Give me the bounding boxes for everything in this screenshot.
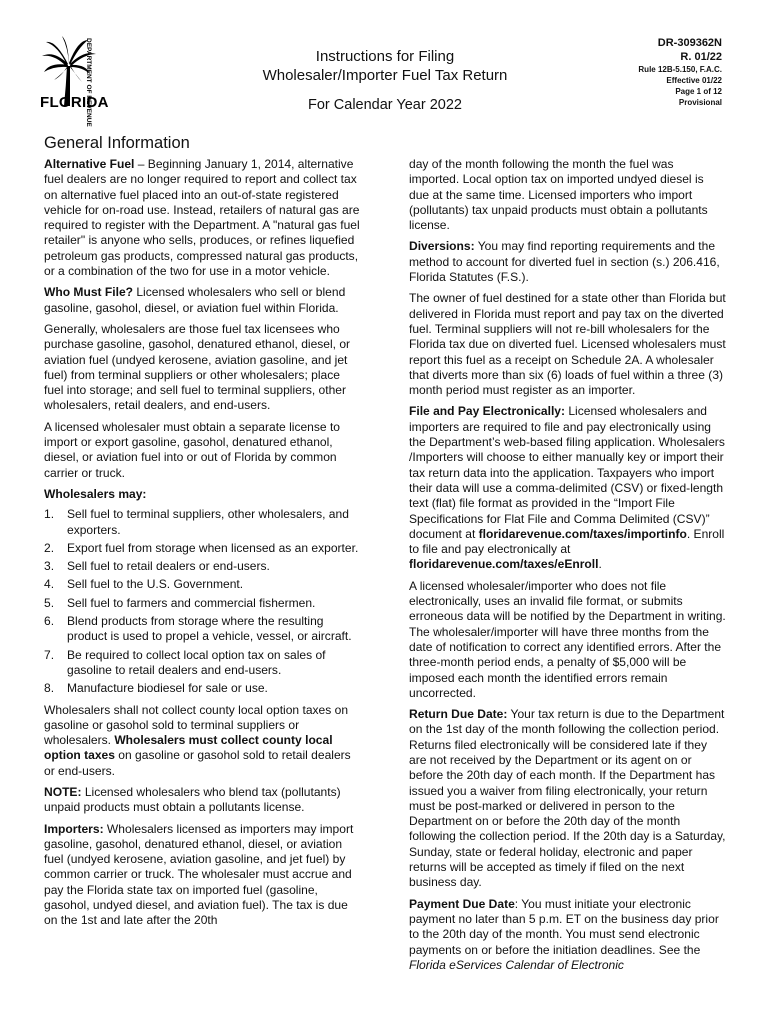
florida-wordmark: FLORIDA	[40, 94, 109, 111]
form-revision: R. 01/22	[680, 51, 722, 63]
calendar-year: For Calendar Year 2022	[308, 97, 462, 113]
importinfo-link[interactable]: floridarevenue.com/taxes/importinfo	[478, 526, 687, 541]
form-id: DR-309362N	[657, 37, 722, 49]
eenroll-link[interactable]: floridarevenue.com/taxes/eEnroll	[409, 557, 599, 572]
penalty-paragraph: A licensed wholesaler/importer who does not file electronically, uses an invalid file format, or submits erroneous data will be notified by the Department in writing. The wholesaler/importer will have three months from the date of notification to correct any identified errors. After the three-month period ends, a penalty of $5,000 will be imposed each month the identified errors remain uncorrected.	[409, 578, 726, 700]
file-electronically-paragraph: File and Pay Electronically: Licensed wholesalers and importers are required to file and pay electronically using the Department’s web-based filing application. Wholesalers /Importers will choose to either manually key or import their tax return data into the application. Taxpayers who import their data will use a comma-delimited (CSV) or fixed-length text (flat) file format as provided in the “Import File Specifications for Flat File and Comma Delimited (CSV)” document at floridarevenue.com/taxes/importinfo. Enroll to file and pay electronically at floridarevenue.com/taxes/eEnroll.	[409, 404, 725, 572]
list-item: 3. Sell fuel to retail dealers or end-users.	[44, 559, 270, 574]
form-status: Provisional	[678, 98, 722, 107]
list-item: 6. Blend products from storage where the resulting product is used to propel a vehicle, vessel, or aircraft.	[44, 614, 352, 644]
list-item: 4. Sell fuel to the U.S. Government.	[44, 577, 244, 592]
payment-due-date-paragraph: Payment Due Date: You must initiate your electronic payment no later than 5 p.m. ET on the business day prior to the 20th day of the month. You must send electronic payments on or before the initiation deadlines. See the Florida eServices Calendar of Electronic	[409, 896, 719, 972]
who-must-file-paragraph: Who Must File? Licensed wholesalers who sell or blend gasoline, gasohol, diesel, or aviation fuel within Florida.	[44, 285, 346, 315]
alternative-fuel-paragraph: Alternative Fuel – Beginning January 1, 2014, alternative fuel dealers are no longer required to report and collect tax on alternative fuel placed into an out-of-state registered vehicle for on-road use. Instead, retailers of natural gas are required to register with the Department. A "natural gas fuel retailer" is anyone who sells, produces, or refines liquefied petroleum gas products, compressed natural gas products, or a combination of the two for use in a motor vehicle.	[44, 157, 360, 279]
list-item: 1. Sell fuel to terminal suppliers, other wholesalers, and exporters.	[44, 507, 349, 537]
left-column	[44, 157, 362, 935]
county-tax-paragraph: Wholesalers shall not collect county local option taxes on gasoline or gasohol sold to terminal suppliers or wholesalers. Wholesalers must collect county local option taxes on gasoline or gasohol sold to retail dealers or end-users.	[44, 702, 351, 778]
diversions-paragraph: Diversions: You may find reporting requirements and the method to account for diverted fuel in section (s.) 206.416, Florida Statutes (F.S.).	[409, 239, 720, 285]
diverted-fuel-paragraph: The owner of fuel destined for a state other than Florida but delivered in Florida must report and pay tax on the diverted fuel. Terminal suppliers will not re-bill wholesalers for the Florida tax due on diverted fuel. Licensed wholesalers must report this fuel as a receipt on Schedule 2A. A wholesaler that diverts more than six (6) loads of fuel within a three (3) month period must register as an importer.	[409, 291, 726, 398]
document-title-line2: Wholesaler/Importer Fuel Tax Return	[262, 67, 508, 84]
return-due-date-paragraph: Return Due Date: Your tax return is due to the Department on the 1st day of the month following the collection period. Returns filed electronically will be considered late if they are not received by the Department or its agent on or before the 20th day of each month. If the Department has issued you a waiver from filing electronically, your return must be post-marked or delivered in person to the Department on or before the 20th day of the month following the collection period. If the 20th day is a Saturday, Sunday, state or federal holiday, electronic and paper returns will be accepted as timely if filed on the next business day.	[409, 707, 726, 890]
section-title: General Information	[44, 134, 190, 152]
logo-side-text: DEPARTMENT OF REVENUE	[85, 38, 92, 127]
note-paragraph: NOTE: Licensed wholesalers who blend tax (pollutants) unpaid products must obtain a pollutants license.	[44, 784, 341, 815]
generally-paragraph: Generally, wholesalers are those fuel tax licensees who purchase gasoline, gasohol, denatured ethanol, diesel, or aviation fuel (undyed kerosene, aviation gasoline, and jet fuel) from terminal suppliers or other wholesalers; place fuel into storage; and sell fuel to terminal suppliers, other wholesalers, retail dealers, and end-users.	[44, 321, 351, 413]
importers-paragraph: Importers: Wholesalers licensed as importers may import gasoline, gasohol, denatured ethanol, diesel, or aviation fuel (undyed kerosene, aviation gasoline, and jet fuel) by common carrier or truck. The wholesaler must accrue and pay the Florida state tax on imported fuel (gasoline, gasohol, undyed diesel, and aviation fuel). The tax is due on the 1st and late after the 20th	[44, 821, 354, 928]
wholesalers-may-list	[44, 507, 362, 696]
list-item: 2. Export fuel from storage when licensed as an exporter.	[44, 540, 359, 555]
form-effective: Effective 01/22	[666, 76, 722, 85]
form-page: Page 1 of 12	[675, 87, 722, 96]
list-item: 8. Manufacture biodiesel for sale or use.	[44, 681, 268, 696]
separate-license-paragraph: A licensed wholesaler must obtain a separate license to import or export gasoline, gasohol, denatured ethanol, diesel, or aviation fuel into or out of Florida by common carrier or truck.	[44, 419, 340, 480]
document-title-line1: Instructions for Filing	[315, 48, 455, 65]
wholesalers-may-heading: Wholesalers may:	[44, 486, 147, 501]
form-rule: Rule 12B-5.150, F.A.C.	[638, 65, 722, 74]
list-item: 7. Be required to collect local option tax on sales of gasoline to retail dealers and end-users.	[44, 647, 326, 677]
importers-continued-paragraph: day of the month following the month the fuel was imported. Local option tax on imported undyed diesel is due at the same time. Licensed importers who import (pollutants) tax unpaid products must obtain a pollutants license.	[409, 157, 708, 233]
right-column	[409, 157, 727, 979]
form-info-block	[638, 36, 722, 108]
list-item: 5. Sell fuel to farmers and commercial fishermen.	[44, 595, 316, 610]
